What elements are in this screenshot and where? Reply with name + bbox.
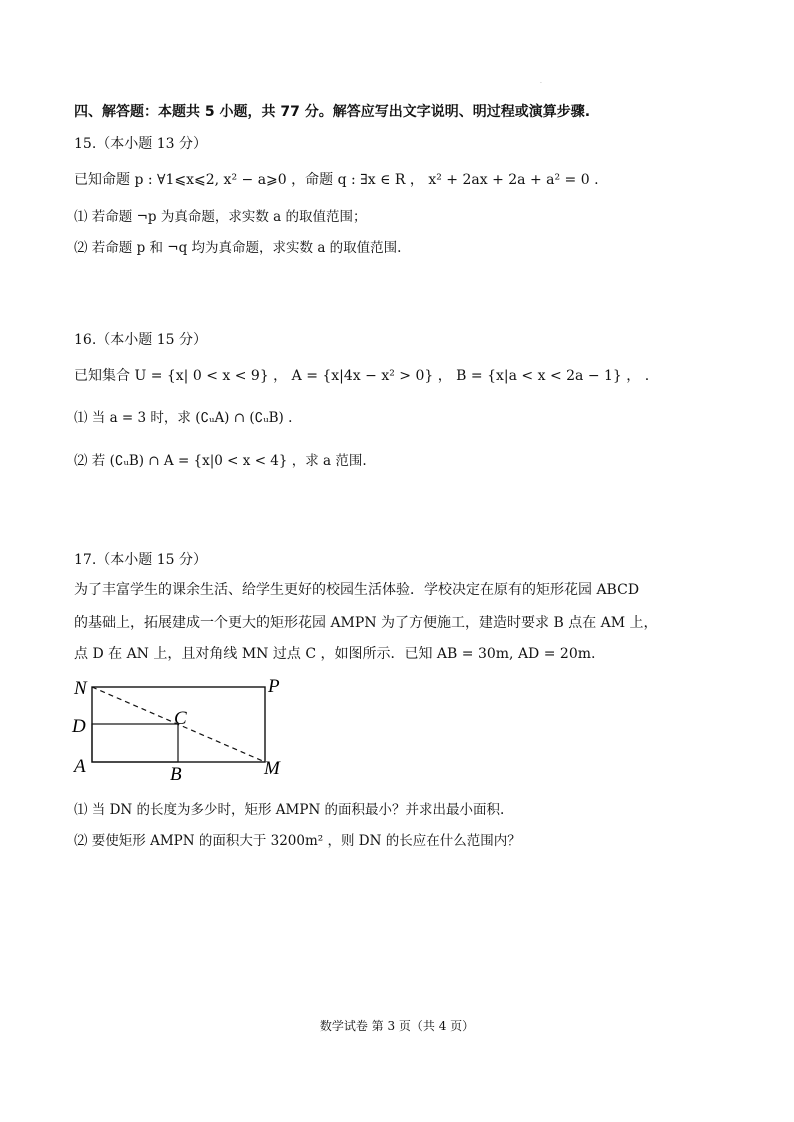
rectangle-abcd (92, 724, 178, 762)
problem-16-part-1: ⑴ 当 a = 3 时，求 (∁ᵤA) ∩ (∁ᵤB) . (74, 410, 293, 426)
scan-dot: . (540, 78, 542, 85)
problem-17-line-2: 的基础上，拓展建成一个更大的矩形花园 AMPN 为了方便施工，建造时要求 B 点在 AM 上， (74, 615, 658, 631)
problem-17-line-3: 点 D 在 AN 上，且对角线 MN 过点 C ，如图所示．已知 AB = 30m, AD = 20m. (74, 646, 596, 662)
label-p: P (268, 676, 280, 697)
label-c: C (174, 708, 187, 729)
label-m: M (264, 758, 280, 779)
problem-16-header: 16.（本小题 15 分） (74, 332, 207, 348)
label-b: B (170, 764, 182, 785)
problem-16-part-2: ⑵ 若 (∁ᵤB) ∩ A = {x|0 < x < 4} ，求 a 范围. (74, 453, 367, 469)
problem-17-header: 17.（本小题 15 分） (74, 552, 207, 568)
problem-15-part-2: ⑵ 若命题 p 和 ¬q 均为真命题，求实数 a 的取值范围. (74, 240, 402, 256)
label-d: D (72, 716, 86, 737)
rectangle-garden-figure (70, 672, 300, 788)
label-n: N (74, 678, 87, 699)
problem-15-part-1: ⑴ 若命题 ¬p 为真命题，求实数 a 的取值范围； (74, 209, 367, 225)
page-footer: 数学试卷 第 3 页（共 4 页） (319, 1019, 475, 1033)
label-a: A (74, 756, 86, 777)
problem-15-header: 15.（本小题 13 分） (74, 136, 207, 152)
problem-17-part-1: ⑴ 当 DN 的长度为多少时，矩形 AMPN 的面积最小？并求出最小面积. (74, 802, 505, 818)
problem-17-part-2: ⑵ 要使矩形 AMPN 的面积大于 3200m² ，则 DN 的长应在什么范围内？ (74, 833, 521, 849)
problem-16-statement: 已知集合 U = {x| 0 < x < 9} ， A = {x|4x − x² > 0} ， B = {x|a < x < 2a − 1} ， . (74, 368, 650, 384)
problem-17-line-1: 为了丰富学生的课余生活、给学生更好的校园生活体验．学校决定在原有的矩形花园 ABCD (74, 582, 640, 598)
section-heading: 四、解答题：本题共 5 小题，共 77 分。解答应写出文字说明、明过程或演算步骤. (74, 104, 591, 120)
problem-15-statement: 已知命题 p : ∀1⩽x⩽2, x² − a⩾0 ，命题 q : ∃x ∈ R ， x² + 2ax + 2a + a² = 0 . (74, 172, 599, 188)
